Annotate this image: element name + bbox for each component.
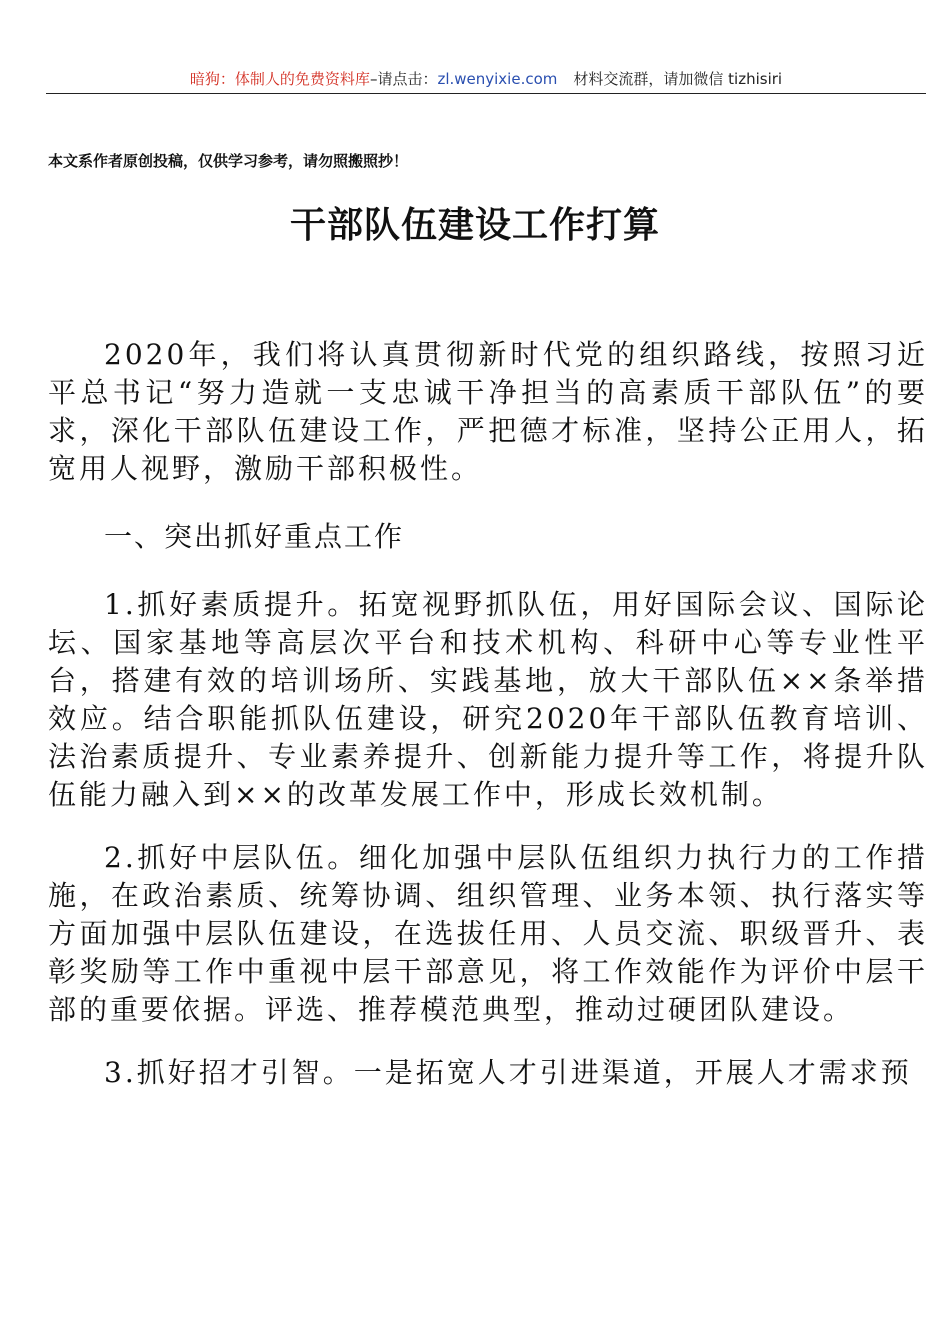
section-heading: 一、突出抓好重点工作 — [104, 520, 405, 553]
header-link[interactable]: zl.wenyixie.com — [437, 70, 558, 88]
copyright-notice: 本文系作者原创投稿，仅供学习参考，请勿照搬照抄！ — [48, 152, 409, 170]
header-contact: 材料交流群，请加微信 tizhisiri — [573, 70, 783, 88]
section-item-3: 3.抓好招才引智。一是拓宽人才引进渠道，开展人才需求预 — [104, 1056, 912, 1089]
header-prompt: –请点击： — [369, 70, 438, 88]
page-title: 干部队伍建设工作打算 — [289, 204, 660, 246]
section-item-1: 1.抓好素质提升。拓宽视野抓队伍，用好国际会议、国际论坛、国家基地等高层次平台和技术机构、科研中心等专业性平台，搭建有效的培训场所、实践基地，放大干部队伍××条举措效应。结合职能抓队伍建设，研究2020年干部队伍教育培训、法治素质提升、专业素养提升、创新能力提升等工作，将提升队伍能力融入到××的改革发展工作中，形成长效机制。 — [48, 588, 928, 811]
header-brand: 暗狗：体制人的免费资料库 — [189, 70, 370, 88]
document-body — [48, 336, 928, 1117]
section-item-2: 2.抓好中层队伍。细化加强中层队伍组织力执行力的工作措施，在政治素质、统筹协调、组织管理、业务本领、执行落实等方面加强中层队伍建设，在选拔任用、人员交流、职级晋升、表彰奖励等工作中重视中层干部意见，将工作效能作为评价中层干部的重要依据。评选、推荐模范典型，推动过硬团队建设。 — [48, 841, 928, 1026]
source-header — [46, 66, 926, 92]
intro-paragraph: 2020年，我们将认真贯彻新时代党的组织路线，按照习近平总书记“努力造就一支忠诚干净担当的高素质干部队伍”的要求，深化干部队伍建设工作，严把德才标准，坚持公正用人，拓宽用人视野，激励干部积极性。 — [48, 338, 928, 485]
header-divider — [46, 93, 926, 94]
